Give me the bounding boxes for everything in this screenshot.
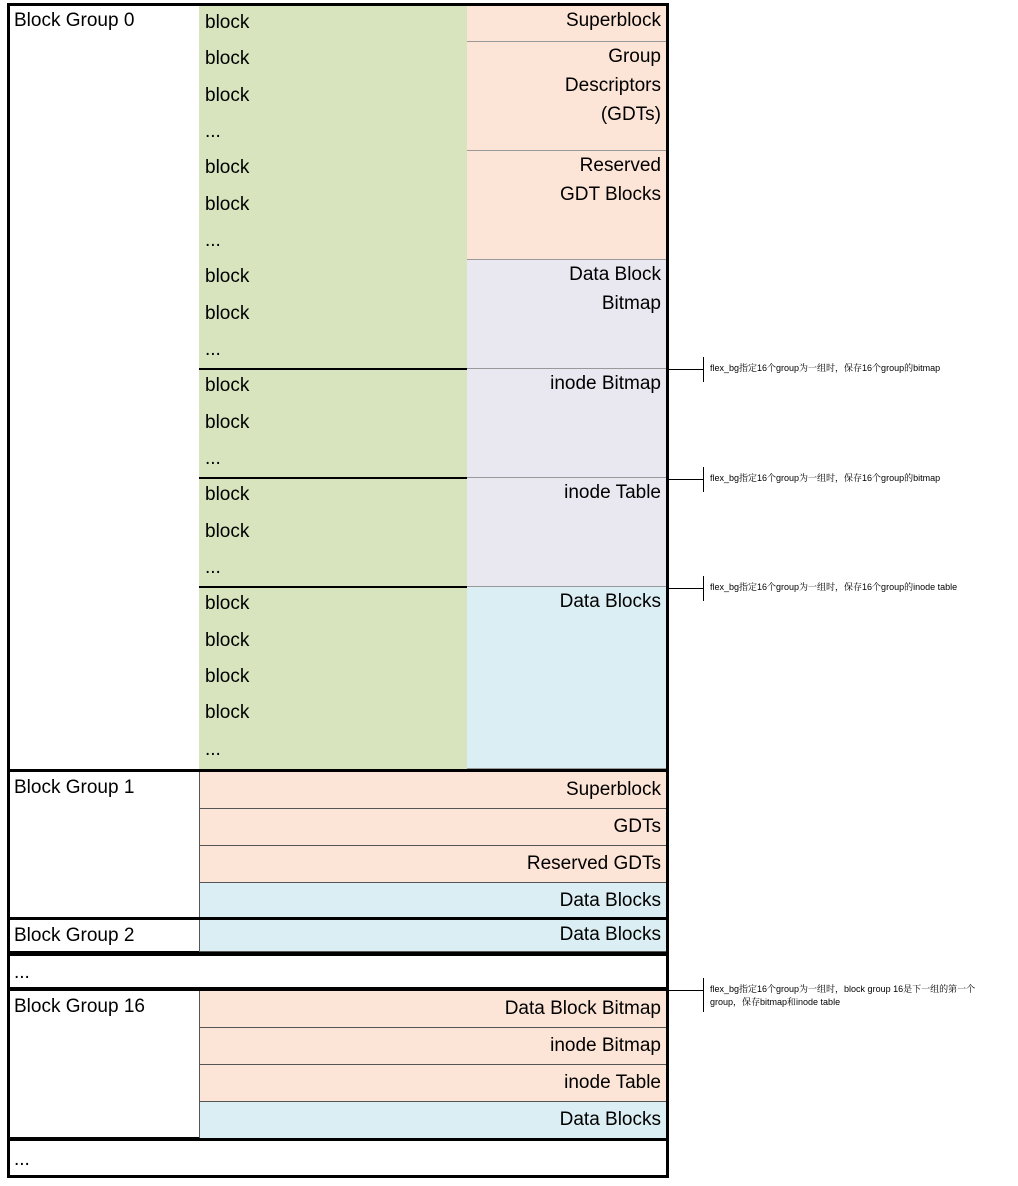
block-group-label: Block Group 0 [14, 10, 135, 31]
section-reserved-gdt-blocks: Reserved GDT Blocks [467, 151, 666, 260]
section-divider [199, 368, 467, 370]
group-row: Data Block Bitmap [199, 991, 666, 1028]
group-row: Data Blocks [199, 920, 666, 952]
section-divider [199, 477, 467, 479]
annotation-leader-line [669, 990, 703, 991]
annotation-bracket [703, 978, 704, 1012]
block-group-label: Block Group 2 [14, 925, 135, 946]
group-row: inode Bitmap [199, 1028, 666, 1065]
block-cell: block [199, 188, 468, 225]
block-cell: block [199, 151, 468, 188]
block-cell: block [199, 369, 468, 406]
annotation-note: flex_bg指定16个group为一组时，保存16个group的inode table [710, 582, 958, 592]
annotation-bracket [703, 357, 704, 382]
block-cell: ... [199, 224, 468, 261]
annotation-bracket [703, 576, 704, 601]
section-group-descriptors-gdts-: Group Descriptors (GDTs) [467, 42, 666, 151]
section-inode-bitmap: inode Bitmap [467, 369, 666, 478]
block-cell: block [199, 478, 468, 515]
block-cell: block [199, 6, 468, 43]
annotation-leader-line [669, 588, 703, 589]
ellipsis: ... [14, 1149, 30, 1170]
annotation-bracket [703, 467, 704, 492]
block-cell: block [199, 260, 468, 297]
annotation-note: flex_bg指定16个group为一组时，block group 16是下一组的第一个 group，保存bitmap和inode table [710, 984, 976, 1007]
section-divider [199, 586, 467, 588]
annotation-leader-line [669, 369, 703, 370]
section-superblock: Superblock [467, 6, 666, 42]
block-cell: block [199, 42, 468, 79]
block-cell: block [199, 515, 468, 552]
block-cell: block [199, 406, 468, 443]
section-inode-table: inode Table [467, 478, 666, 587]
block-group-label: Block Group 1 [14, 777, 135, 798]
block-cell: block [199, 624, 468, 661]
ellipsis: ... [14, 962, 30, 983]
section-data-block-bitmap: Data Block Bitmap [467, 260, 666, 369]
group-row: inode Table [199, 1065, 666, 1102]
section-data-blocks: Data Blocks [467, 587, 666, 769]
group-row: Data Blocks [199, 883, 666, 920]
group-row: Reserved GDTs [199, 846, 666, 883]
block-group-label: Block Group 16 [14, 996, 145, 1017]
annotation-note: flex_bg指定16个group为一组时，保存16个group的bitmap [710, 473, 941, 483]
block-cell: block [199, 660, 468, 697]
block-cell: ... [199, 733, 468, 770]
annotation-leader-line [669, 479, 703, 480]
block-cell: ... [199, 115, 468, 152]
group-row: GDTs [199, 809, 666, 846]
block-cell: ... [199, 442, 468, 479]
block-cell: block [199, 587, 468, 624]
block-cell: ... [199, 333, 468, 370]
block-cell: block [199, 79, 468, 116]
block-cell: block [199, 696, 468, 733]
block-cell: ... [199, 551, 468, 588]
group-row: Data Blocks [199, 1102, 666, 1139]
group-row: Superblock [199, 772, 666, 809]
annotation-note: flex_bg指定16个group为一组时，保存16个group的bitmap [710, 363, 941, 373]
block-cell: block [199, 297, 468, 334]
